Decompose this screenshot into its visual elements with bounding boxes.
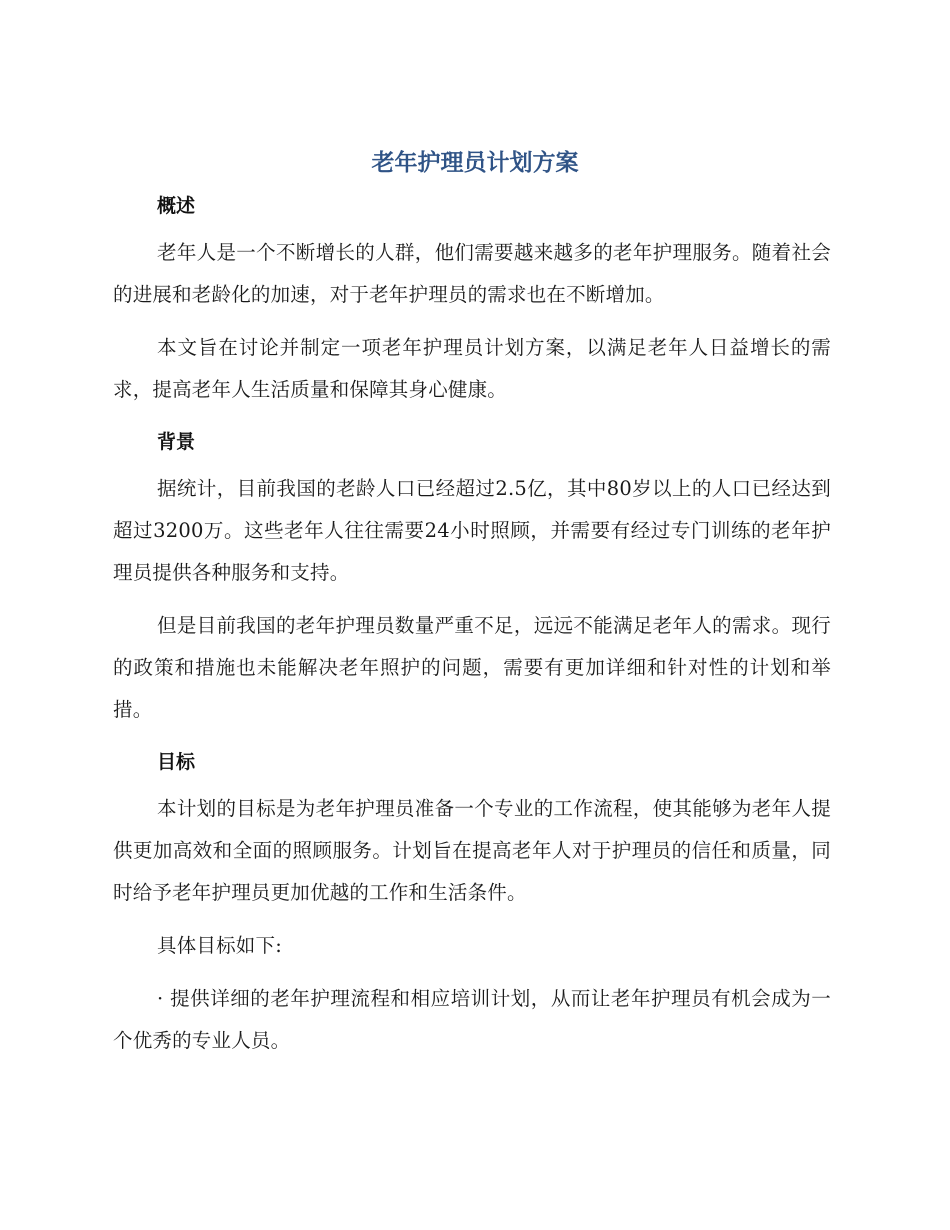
paragraph: 但是目前我国的老年护理员数量严重不足，远远不能满足老年人的需求。现行的政策和措施也未能解决老年照护的问题，需要有更加详细和针对性的计划和举措。 (113, 614, 831, 721)
paragraph: 具体目标如下: (157, 934, 282, 957)
document-title: 老年护理员计划方案 (371, 150, 579, 176)
paragraph: 本文旨在讨论并制定一项老年护理员计划方案，以满足老年人日益增长的需求，提高老年人生活质量和保障其身心健康。 (113, 336, 831, 401)
paragraph: 据统计，目前我国的老龄人口已经超过2.5亿，其中80岁以上的人口已经达到超过3200万。这些老年人往往需要24小时照顾，并需要有经过专门训练的老年护理员提供各种服务和支持。 (113, 477, 831, 584)
section-heading-background: 背景 (157, 431, 196, 453)
document-body (113, 186, 831, 1073)
bullet-item: · 提供详细的老年护理流程和相应培训计划，从而让老年护理员有机会成为一个优秀的专业人员。 (113, 987, 831, 1052)
paragraph: 老年人是一个不断增长的人群，他们需要越来越多的老年护理服务。随着社会的进展和老龄化的加速，对于老年护理员的需求也在不断增加。 (113, 241, 831, 306)
section-heading-overview: 概述 (157, 195, 196, 217)
section-heading-goals: 目标 (157, 751, 196, 773)
paragraph: 本计划的目标是为老年护理员准备一个专业的工作流程，使其能够为老年人提供更加高效和全面的照顾服务。计划旨在提高老年人对于护理员的信任和质量，同时给予老年护理员更加优越的工作和生活条件。 (113, 797, 831, 904)
